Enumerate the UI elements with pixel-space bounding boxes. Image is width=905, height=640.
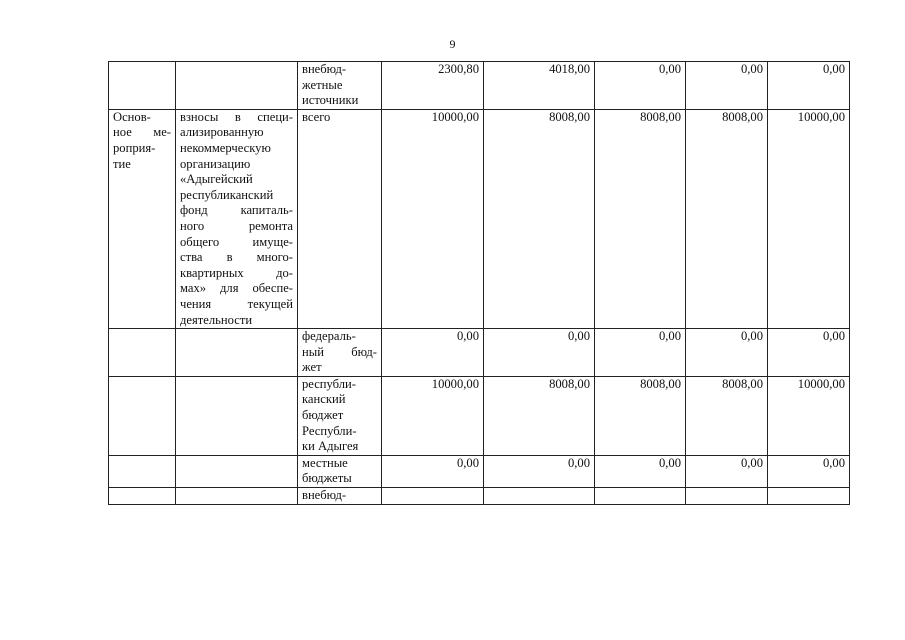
value-text: 0,00: [822, 455, 845, 470]
value-cell-year-2: [484, 329, 595, 377]
activity-name-cell-line: «Адыгейский: [180, 172, 253, 187]
value-cell-year-2: [484, 488, 595, 505]
activity-type-cell-line: тие: [113, 156, 131, 171]
value-text: 0,00: [567, 329, 590, 344]
value-cell-year-4: [686, 488, 768, 505]
funding-source-cell-line: ный бюд-: [302, 344, 377, 359]
funding-source-cell: [298, 109, 382, 328]
funding-source-cell-line: Республи-: [302, 423, 357, 438]
value-text: 0,00: [740, 455, 763, 470]
value-text: 10000,00: [431, 109, 479, 124]
activity-type-cell: [109, 62, 176, 110]
activity-name-cell-line: чения текущей: [180, 296, 293, 311]
funding-source-cell-line: жет: [302, 360, 322, 375]
funding-source-cell-line: федераль-: [302, 329, 356, 344]
value-cell-year-2: [484, 455, 595, 487]
value-cell-year-1: [382, 455, 484, 487]
activity-name-cell-line: ства в много-: [180, 250, 293, 265]
value-cell-year-1: [382, 376, 484, 455]
value-cell-year-1: [382, 109, 484, 328]
value-text: 8008,00: [640, 109, 681, 124]
value-cell-year-3: [595, 329, 686, 377]
value-text: 10000,00: [431, 376, 479, 391]
funding-source-cell-line: бюджет: [302, 408, 344, 423]
value-cell-year-5: [768, 376, 850, 455]
table-row: [109, 62, 850, 110]
table-row: [109, 488, 850, 505]
value-cell-year-2: [484, 109, 595, 328]
activity-type-cell-line: роприя-: [113, 140, 156, 155]
value-cell-year-5: [768, 329, 850, 377]
value-cell-year-4: [686, 109, 768, 328]
funding-source-cell: [298, 488, 382, 505]
value-text: 8008,00: [640, 376, 681, 391]
value-cell-year-3: [595, 455, 686, 487]
table-row: [109, 109, 850, 328]
funding-source-cell-line: канский: [302, 392, 346, 407]
value-text: 0,00: [740, 62, 763, 76]
value-text: 8008,00: [722, 109, 763, 124]
value-text: 0,00: [822, 329, 845, 344]
activity-name-cell: [176, 376, 298, 455]
activity-type-cell: [109, 109, 176, 328]
activity-name-cell-line: квартирных до-: [180, 265, 293, 280]
activity-name-cell-line: некоммерческую: [180, 140, 271, 155]
funding-source-cell-line: республи-: [302, 376, 356, 391]
table-row: [109, 455, 850, 487]
budget-table: [108, 61, 850, 505]
value-text: 8008,00: [549, 376, 590, 391]
activity-name-cell-line: ализированную: [180, 125, 264, 140]
activity-name-cell: [176, 109, 298, 328]
funding-source-cell: [298, 376, 382, 455]
value-cell-year-3: [595, 488, 686, 505]
funding-source-cell-line: жетные: [302, 77, 343, 92]
table-row: [109, 376, 850, 455]
activity-name-cell-line: республиканский: [180, 187, 274, 202]
funding-source-cell-line: всего: [302, 109, 331, 124]
activity-name-cell: [176, 455, 298, 487]
value-text: 0,00: [456, 329, 479, 344]
value-text: 0,00: [740, 329, 763, 344]
activity-type-cell-line: ное ме-: [113, 125, 171, 140]
value-text: 8008,00: [549, 109, 590, 124]
value-text: 0,00: [567, 455, 590, 470]
value-cell-year-3: [595, 376, 686, 455]
page-number: 9: [449, 37, 456, 51]
value-cell-year-2: [484, 376, 595, 455]
funding-source-cell: [298, 455, 382, 487]
value-cell-year-3: [595, 109, 686, 328]
activity-type-cell-line: Основ-: [113, 109, 151, 124]
value-cell-year-1: [382, 329, 484, 377]
value-cell-year-2: [484, 62, 595, 110]
value-text: 0,00: [658, 455, 681, 470]
activity-name-cell-line: ного ремонта: [180, 218, 293, 233]
value-cell-year-3: [595, 62, 686, 110]
value-text: 4018,00: [549, 62, 590, 76]
activity-name-cell-line: организацию: [180, 156, 251, 171]
value-cell-year-5: [768, 455, 850, 487]
value-cell-year-5: [768, 109, 850, 328]
activity-type-cell: [109, 488, 176, 505]
funding-source-cell-line: внебюд-: [302, 488, 347, 503]
value-text: 0,00: [658, 329, 681, 344]
value-cell-year-5: [768, 62, 850, 110]
value-text: 0,00: [456, 455, 479, 470]
activity-name-cell-line: мах» для обеспе-: [180, 281, 293, 296]
funding-source-cell: [298, 62, 382, 110]
activity-type-cell: [109, 329, 176, 377]
value-cell-year-4: [686, 329, 768, 377]
activity-name-cell-line: деятельности: [180, 312, 253, 327]
value-cell-year-5: [768, 488, 850, 505]
value-cell-year-1: [382, 62, 484, 110]
activity-name-cell: [176, 62, 298, 110]
activity-name-cell-line: общего имуще-: [180, 234, 293, 249]
activity-type-cell: [109, 376, 176, 455]
activity-name-cell: [176, 488, 298, 505]
value-cell-year-4: [686, 62, 768, 110]
activity-name-cell-line: фонд капиталь-: [180, 203, 293, 218]
activity-type-cell: [109, 455, 176, 487]
funding-source-cell-line: ки Адыгея: [302, 439, 359, 454]
activity-name-cell-line: взносы в специ-: [180, 109, 293, 124]
value-text: 2300,80: [438, 62, 479, 76]
value-text: 0,00: [822, 62, 845, 76]
value-cell-year-1: [382, 488, 484, 505]
activity-name-cell: [176, 329, 298, 377]
funding-source-cell-line: местные: [302, 455, 348, 470]
value-cell-year-4: [686, 376, 768, 455]
funding-source-cell-line: источники: [302, 93, 359, 108]
funding-source-cell-line: внебюд-: [302, 62, 347, 76]
funding-source-cell: [298, 329, 382, 377]
value-text: 10000,00: [797, 376, 845, 391]
value-text: 8008,00: [722, 376, 763, 391]
funding-source-cell-line: бюджеты: [302, 471, 352, 486]
table-row: [109, 329, 850, 377]
value-text: 10000,00: [797, 109, 845, 124]
value-text: 0,00: [658, 62, 681, 76]
value-cell-year-4: [686, 455, 768, 487]
